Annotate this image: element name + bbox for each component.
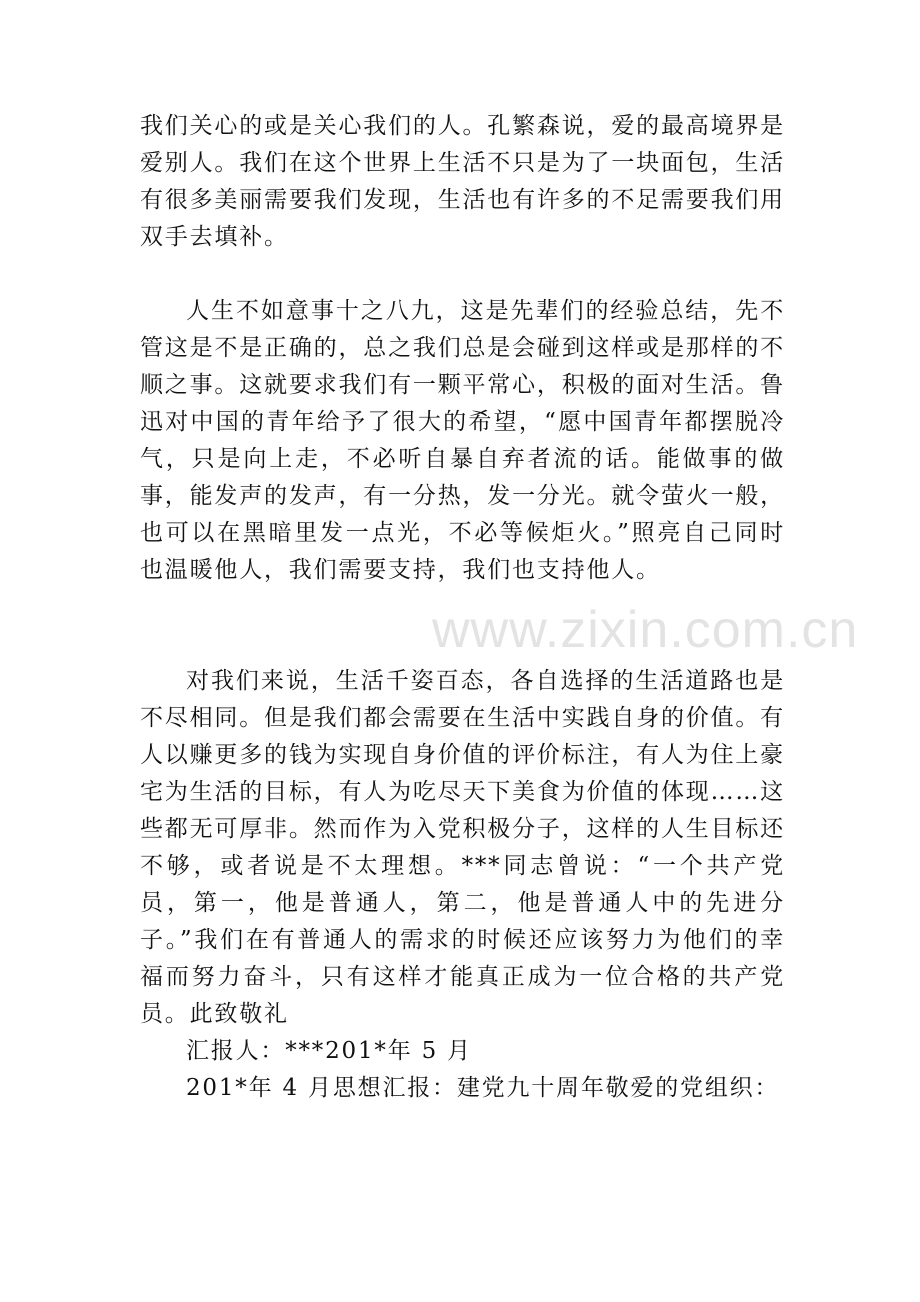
paragraph-3: 对我们来说，生活千姿百态，各自选择的生活道路也是不尽相同。但是我们都会需要在生活中实践自身的价值。有人以赚更多的钱为实现自身价值的评价标注，有人为住上豪宅为生活的目标，有人为吃尽天下美食为价值的体现……这些都无可厚非。然而作为入党积极分子，这样的人生目标还不够，或者说是不太理想。***同志曾说：“一个共产党员，第一，他是普通人，第二，他是普通人中的先进分子。”我们在有普通人的需求的时候还应该努力为他们的幸福而努力奋斗，只有这样才能真正成为一位合格的共产党员。此致敬礼 <box>140 668 785 1027</box>
paragraph-1: 我们关心的或是关心我们的人。孔繁森说，爱的最高境界是爱别人。我们在这个世界上生活不只是为了一块面包，生活有很多美丽需要我们发现，生活也有许多的不足需要我们用双手去填补。 <box>140 113 785 250</box>
reporter-line: 汇报人：***201*年 5 月 <box>186 1038 472 1064</box>
watermark-text: www.zixin.com.cn <box>432 601 859 659</box>
paragraph-2: 人生不如意事十之八九，这是先辈们的经验总结，先不管这是不是正确的，总之我们总是会碰到这样或是那样的不顺之事。这就要求我们有一颗平常心，积极的面对生活。鲁迅对中国的青年给予了很大的希望，“愿中国青年都摆脱冷气，只是向上走，不必听自暴自弃者流的话。能做事的做事，能发声的发声，有一分热，发一分光。就令萤火一般，也可以在黑暗里发一点光，不必等候炬火。”照亮自己同时也温暖他人，我们需要支持，我们也支持他人。 <box>140 298 785 583</box>
next-report-title: 201*年 4 月思想汇报：建党九十周年敬爱的党组织： <box>186 1075 780 1101</box>
